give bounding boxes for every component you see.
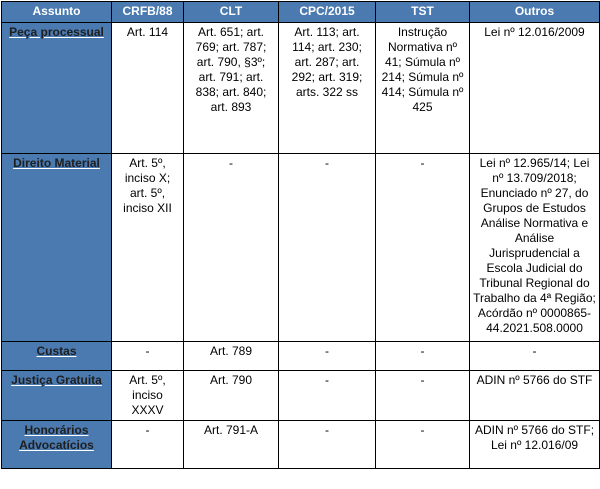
cell-tst: - [376, 342, 470, 371]
cell-outros: ADIN nº 5766 do STF [470, 371, 600, 421]
cell-tst: - [376, 371, 470, 421]
row-label: Custas [2, 342, 112, 371]
cell-clt: Art. 651; art. 769; art. 787; art. 790, §3º; art. 791; art. 838; art. 840; art. 893 [184, 23, 279, 154]
cell-tst: - [376, 154, 470, 342]
table-row [2, 342, 600, 371]
table-row [2, 23, 600, 154]
table-row [2, 154, 600, 342]
cell-outros: ADIN nº 5766 do STF; Lei nº 12.016/09 [470, 421, 600, 469]
table-row [2, 421, 600, 469]
cell-tst: Instrução Normativa nº 41; Súmula nº 214; Súmula nº 414; Súmula nº 425 [376, 23, 470, 154]
cell-clt: Art. 790 [184, 371, 279, 421]
header-crfb: CRFB/88 [112, 2, 184, 23]
row-label: Honorários Advocatícios [2, 421, 112, 469]
row-label: Justiça Gratuita [2, 371, 112, 421]
cell-outros: Lei nº 12.965/14; Lei nº 13.709/2018; Enunciado nº 27, do Grupos de Estudos Análise Normativa e Análise Jurisprudencial a Escola Judicial do Tribunal Regional do Trabalho da 4ª Região; Acórdão nº 0000865-44.2021.508.0000 [470, 154, 600, 342]
cell-cpc: - [279, 342, 376, 371]
header-tst: TST [376, 2, 470, 23]
cell-crfb: - [112, 342, 184, 371]
cell-tst: - [376, 421, 470, 469]
header-clt: CLT [184, 2, 279, 23]
cell-cpc: - [279, 371, 376, 421]
cell-crfb: Art. 114 [112, 23, 184, 154]
header-outros: Outros [470, 2, 600, 23]
cell-outros: Lei nº 12.016/2009 [470, 23, 600, 154]
row-label: Peça processual [2, 23, 112, 154]
row-label: Direito Material [2, 154, 112, 342]
header-row [2, 2, 600, 23]
cell-cpc: - [279, 154, 376, 342]
cell-cpc: Art. 113; art. 114; art. 230; art. 287; art. 292; art. 319; arts. 322 ss [279, 23, 376, 154]
cell-outros: - [470, 342, 600, 371]
cell-clt: Art. 789 [184, 342, 279, 371]
cell-clt: Art. 791-A [184, 421, 279, 469]
table-row [2, 371, 600, 421]
legislation-table [1, 1, 600, 469]
cell-crfb: Art. 5º, inciso X; art. 5º, inciso XII [112, 154, 184, 342]
cell-crfb: Art. 5º, inciso XXXV [112, 371, 184, 421]
cell-crfb: - [112, 421, 184, 469]
header-cpc: CPC/2015 [279, 2, 376, 23]
cell-clt: - [184, 154, 279, 342]
header-assunto: Assunto [2, 2, 112, 23]
cell-cpc: - [279, 421, 376, 469]
